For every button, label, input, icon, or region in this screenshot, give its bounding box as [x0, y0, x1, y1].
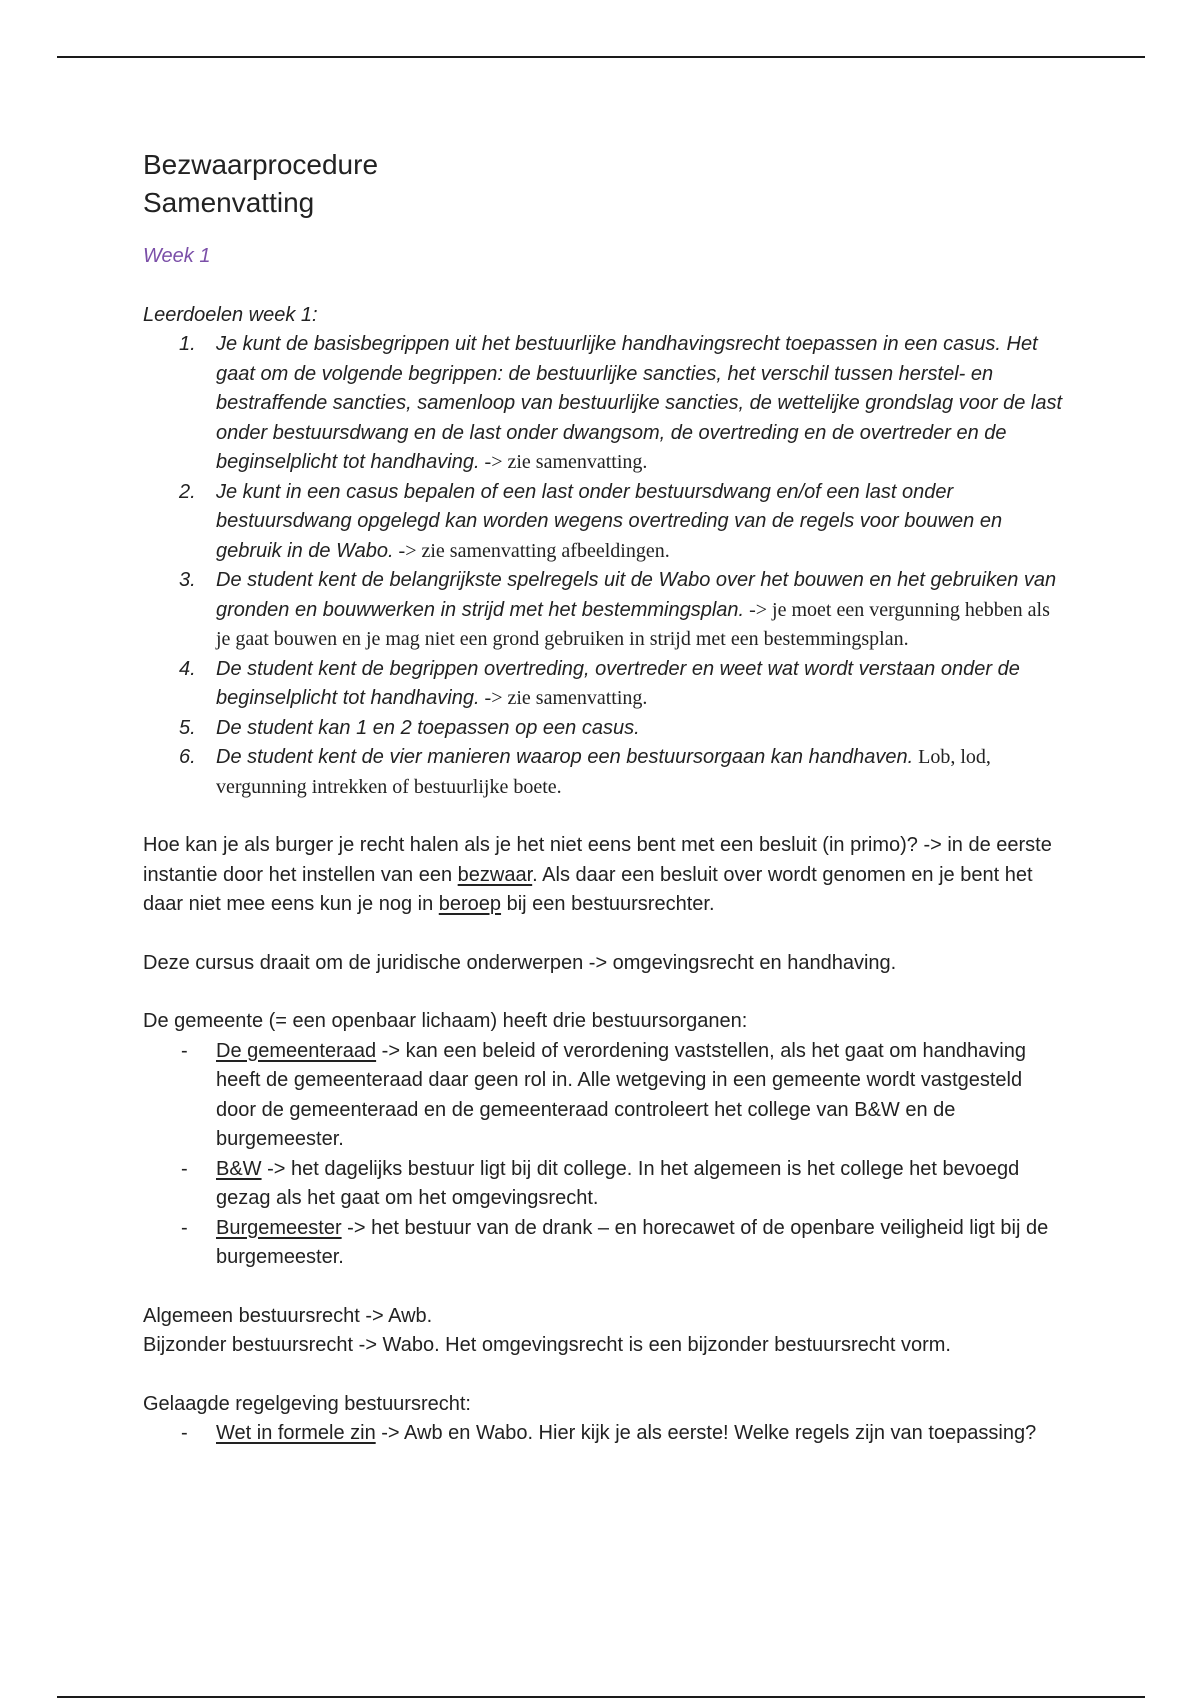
title-line-1: Bezwaarprocedure — [143, 149, 379, 180]
goal-number: 4. — [179, 657, 196, 680]
goal-note: -> zie samenvatting afbeeldingen. — [393, 539, 670, 562]
term-beroep: beroep — [438, 893, 502, 915]
week-heading: Week 1 — [143, 245, 211, 267]
paragraph-municipality: De gemeente (= een openbaar lichaam) heeft drie bestuursorganen: — [143, 1010, 748, 1032]
header-rule — [57, 56, 1145, 58]
dash-bullet: - — [181, 1157, 188, 1180]
paragraph-text: Hoe kan je als burger je recht halen als je het niet eens bent met een besluit (in primo)? -> in de eerste instantie door het instellen van een — [143, 834, 1052, 886]
dash-bullet: - — [181, 1422, 188, 1444]
learning-goal-item — [143, 714, 1063, 744]
goal-text: Je kunt de basisbegrippen uit het bestuurlijke handhavingsrecht toepassen in een casus. Het gaat om de volgende begrippen: de bestuurlijke sancties, het verschil tussen herstel- en bestraffende sancties, samenloop van bestuurlijke sancties, de wettelijke grondslag voor de last onder bestuursdwang en de last onder dwangsom, de overtreding en de overtreder en de beginselplicht tot handhaving. — [216, 333, 1063, 473]
document-title — [143, 146, 1063, 222]
title-line-2: Samenvatting — [143, 187, 315, 218]
document-body — [143, 146, 1063, 1449]
term-burgemeester: Burgemeester — [216, 1216, 342, 1239]
learning-goals-list — [143, 330, 1063, 802]
governing-body-item — [143, 1155, 1063, 1214]
dash-bullet: - — [181, 1216, 188, 1239]
governing-body-item — [143, 1214, 1063, 1273]
goal-note: -> zie samenvatting. — [479, 687, 648, 709]
goal-text: De student kent de begrippen overtreding, overtreder en weet wat wordt verstaan onder de beginselplicht tot handhaving. — [216, 657, 1020, 709]
layered-rules-list — [143, 1419, 1063, 1449]
paragraph-course: Deze cursus draait om de juridische onderwerpen -> omgevingsrecht en handhaving. — [143, 951, 897, 974]
goal-note: Lob, lod, vergunning intrekken of bestuurlijke boete. — [216, 746, 991, 798]
term-bezwaar: bezwaar — [457, 863, 533, 886]
governing-body-item — [143, 1037, 1063, 1155]
item-text: -> het bestuur van de drank – en horecawet of de openbare veiligheid ligt bij de burgemeester. — [216, 1216, 1049, 1268]
goal-number: 5. — [179, 716, 196, 739]
term-wet-formele-zin: Wet in formele zin — [216, 1422, 376, 1444]
footer-rule — [57, 1696, 1145, 1698]
goal-number: 2. — [179, 480, 196, 503]
goal-number: 1. — [179, 333, 196, 355]
item-text: -> Awb en Wabo. Hier kijk je als eerste! Welke regels zijn van toepassing? — [375, 1422, 1037, 1444]
governing-bodies-list — [143, 1037, 1063, 1273]
term-gemeenteraad: De gemeenteraad — [216, 1039, 377, 1062]
goal-text: De student kent de belangrijkste spelregels uit de Wabo over het bouwen en het gebruiken van gronden en bouwwerken in strijd met het bestemmingsplan. — [216, 569, 1057, 621]
item-text: -> het dagelijks bestuur ligt bij dit college. In het algemeen is het college het bevoegd gezag als het gaat om het omgevingsrecht. — [216, 1157, 1020, 1209]
goal-number: 6. — [179, 746, 196, 768]
learning-goal-item — [143, 478, 1063, 567]
learning-goal-item — [143, 330, 1063, 478]
paragraph-objection — [143, 831, 1063, 920]
goal-note: -> zie samenvatting. — [479, 451, 648, 473]
paragraph-layered-rules: Gelaagde regelgeving bestuursrecht: — [143, 1392, 471, 1415]
goal-text: De student kan 1 en 2 toepassen op een casus. — [216, 716, 640, 739]
learning-goal-item — [143, 743, 1063, 802]
paragraph-text: . Als daar een besluit over wordt genomen en je bent het daar niet mee eens kun je nog in — [143, 863, 1033, 915]
item-text: -> kan een beleid of verordening vaststellen, als het gaat om handhaving heeft de gemeenteraad daar geen rol in. Alle wetgeving in een gemeente wordt vastgesteld door de gemeenteraad en de gemeenteraad controleert het college van B&W en de burgemeester. — [216, 1039, 1026, 1150]
goal-text: De student kent de vier manieren waarop een bestuursorgaan kan handhaven. — [216, 746, 914, 768]
goal-note: -> je moet een vergunning hebben als je gaat bouwen en je mag niet een grond gebruiken in strijd met een bestemmingsplan. — [216, 598, 1050, 650]
layered-rule-item — [143, 1419, 1063, 1449]
dash-bullet: - — [181, 1039, 188, 1062]
learning-goal-item — [143, 566, 1063, 655]
paragraph-text: bij een bestuursrechter. — [501, 893, 715, 915]
paragraph-special-law: Bijzonder bestuursrecht -> Wabo. Het omgevingsrecht is een bijzonder bestuursrecht vorm. — [143, 1334, 951, 1356]
term-bw: B&W — [216, 1157, 262, 1180]
learning-goal-item — [143, 655, 1063, 714]
learning-goals-heading: Leerdoelen week 1: — [143, 303, 318, 326]
goal-number: 3. — [179, 569, 196, 591]
paragraph-general-law: Algemeen bestuursrecht -> Awb. — [143, 1304, 433, 1327]
goal-text: Je kunt in een casus bepalen of een last onder bestuursdwang en/of een last onder bestuursdwang opgelegd kan worden wegens overtreding van de regels voor bouwen en gebruik in de Wabo. — [216, 480, 1003, 562]
